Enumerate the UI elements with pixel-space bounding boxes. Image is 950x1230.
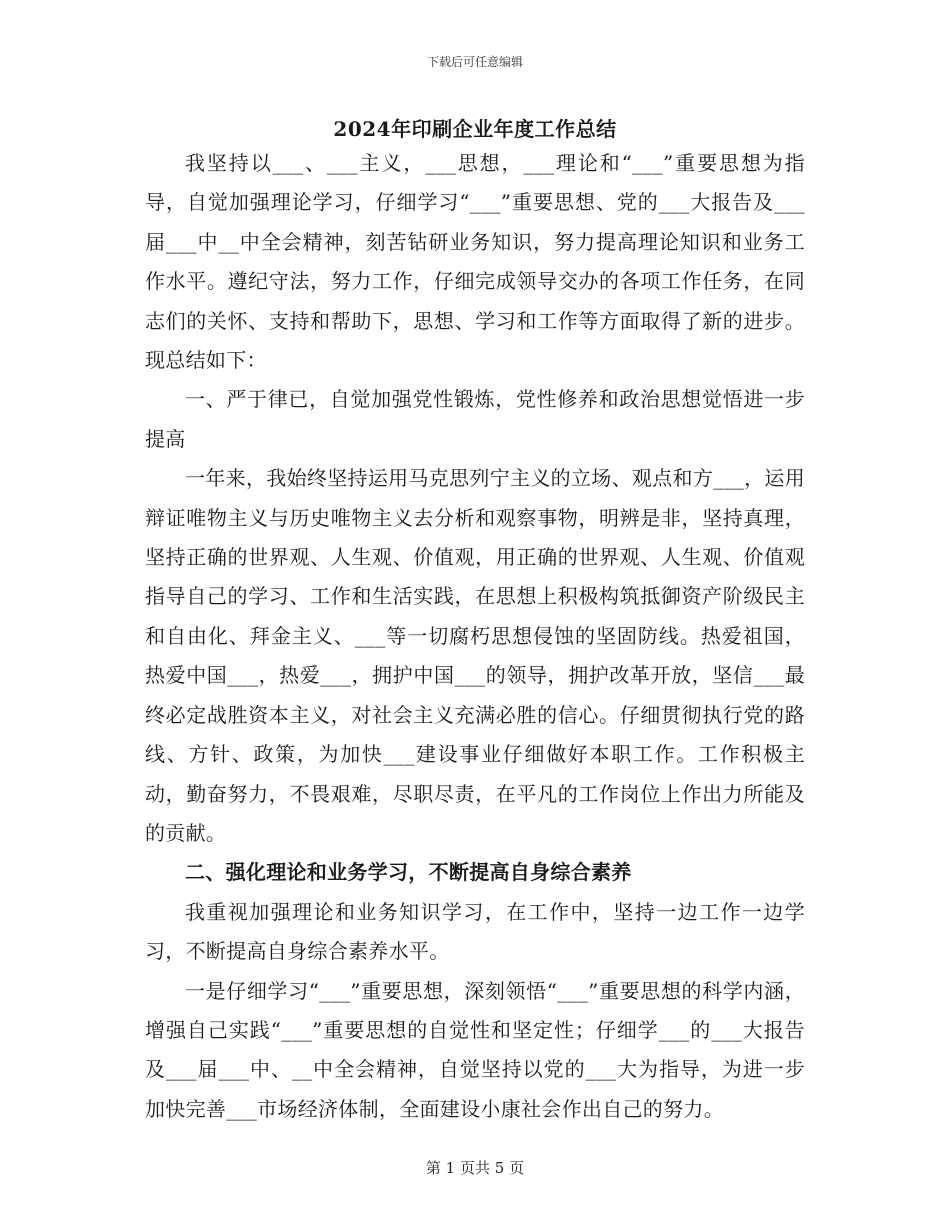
section-one-heading: 一、严于律已，自觉加强党性锻炼，党性修养和政治思想觉悟进一步提高 — [145, 387, 805, 451]
document-title: 2024年印刷企业年度工作总结 — [333, 117, 617, 141]
section-two-point-one-paragraph: 一是仔细学习“___”重要思想，深刻领悟“___”重要思想的科学内涵，增强自己实践“___”重要思想的自觉性和坚定性；仔细学___的___大报告及___届___中、__中全会精神，自觉坚持以党的___大为指导，为进一步加快完善___市场经济体制，全面建设小康社会作出自己的努力。 — [145, 978, 805, 1121]
section-two-paragraph: 我重视加强理论和业务知识学习，在工作中，坚持一边工作一边学习，不断提高自身综合素养水平。 — [145, 899, 805, 964]
section-one-paragraph: 一年来，我始终坚持运用马克思列宁主义的立场、观点和方___，运用辩证唯物主义与历史唯物主义去分析和观察事物，明辨是非，坚持真理，坚持正确的世界观、人生观、价值观，用正确的世界观、人生观、价值观指导自己的学习、工作和生活实践，在思想上积极构筑抵御资产阶级民主和自由化、拜金主义、___等一切腐朽思想侵蚀的坚固防线。热爱祖国，热爱中国___，热爱___，拥护中国___的领导，拥护改革开放，坚信___最终必定战胜资本主义，对社会主义充满必胜的信心。仔细贯彻执行党的路线、方针、政策，为加快___建设事业仔细做好本职工作。工作积极主动，勤奋努力，不畏艰难，尽职尽责，在平凡的工作岗位上作出力所能及的贡献。 — [145, 466, 805, 845]
document-body — [145, 144, 805, 1129]
intro-paragraph: 我坚持以___、___主义，___思想，___理论和“___”重要思想为指导，自觉加强理论学习，仔细学习“___”重要思想、党的___大报告及___届___中__中全会精神，刻苦钻研业务知识，努力提高理论知识和业务工作水平。遵纪守法，努力工作，仔细完成领导交办的各项工作任务，在同志们的关怀、支持和帮助下，思想、学习和工作等方面取得了新的进步。现总结如下： — [145, 151, 805, 373]
section-two-heading: 二、强化理论和业务学习，不断提高自身综合素养 — [185, 860, 632, 885]
page-footer: 第 1 页共 5 页 — [425, 1159, 525, 1177]
header-note: 下载后可任意编辑 — [426, 55, 523, 69]
